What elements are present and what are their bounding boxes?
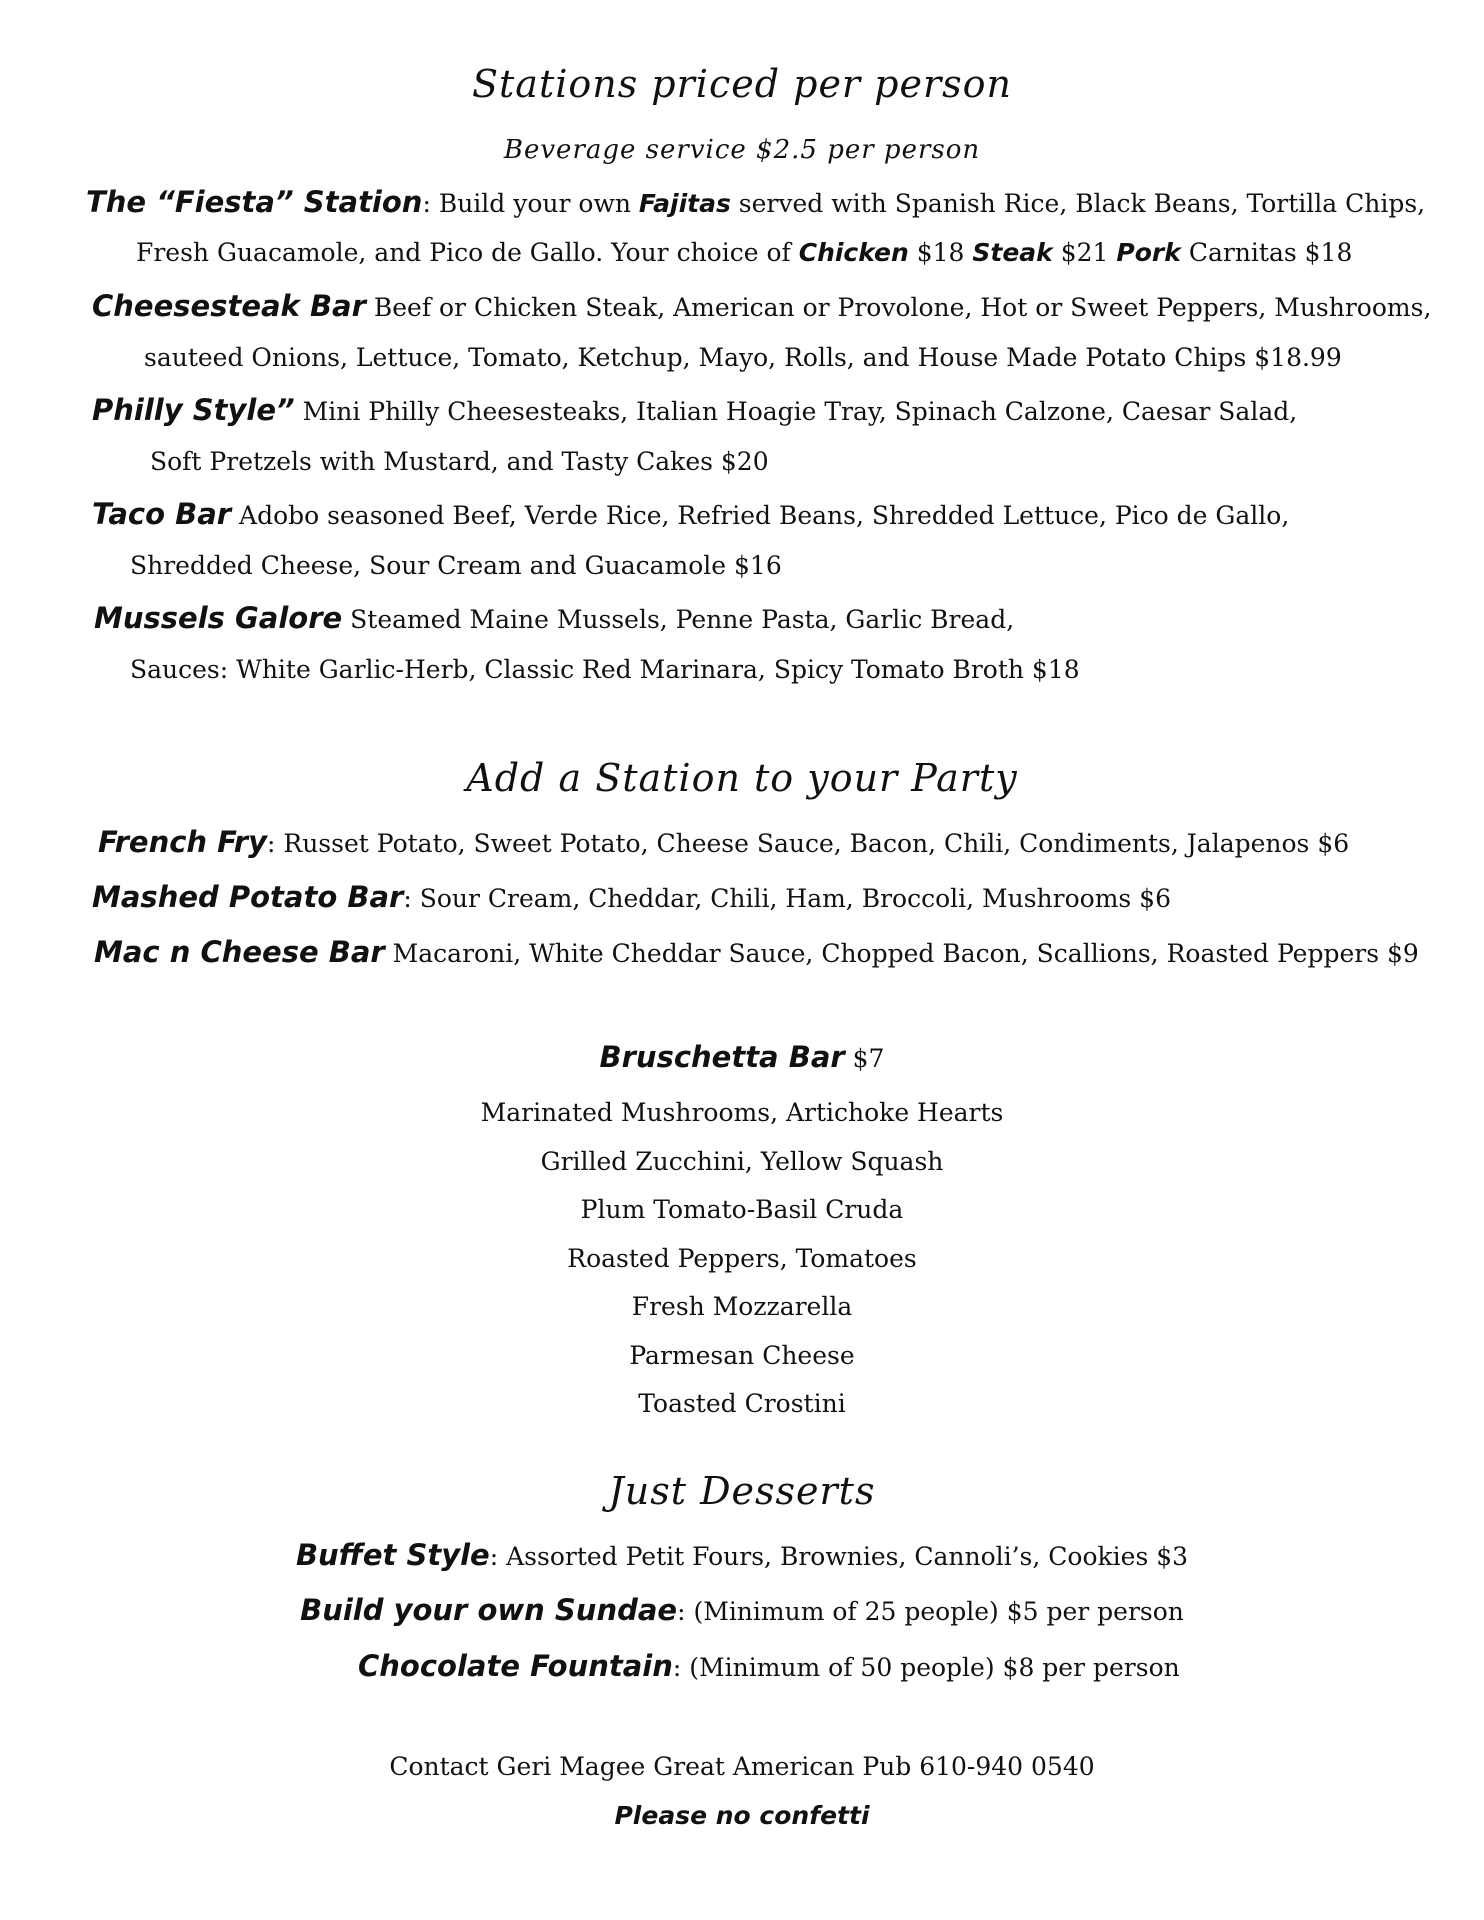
mac-cheese-text: Macaroni, White Cheddar Sauce, Chopped Bacon, Scallions, Roasted Peppers $9 xyxy=(384,939,1419,968)
sundae-line xyxy=(0,1595,1484,1627)
mussels-line1 xyxy=(94,603,1014,635)
philly-line1 xyxy=(92,395,1297,427)
pork-price: Carnitas $18 xyxy=(1180,238,1353,267)
bruschetta-heading xyxy=(0,1042,1484,1074)
bruschetta-item: Marinated Mushrooms, Artichoke Hearts xyxy=(480,1098,1004,1127)
mussels-text1: Steamed Maine Mussels, Penne Pasta, Garlic Bread, xyxy=(342,605,1015,634)
cheesesteak-line2: sauteed Onions, Lettuce, Tomato, Ketchup, Mayo, Rolls, and House Made Potato Chips $18.99 xyxy=(144,343,1342,372)
bruschetta-price: $7 xyxy=(844,1044,885,1073)
fiesta-station-name: The “Fiesta” Station xyxy=(86,185,423,219)
buffet-style-name: Buffet Style xyxy=(295,1538,490,1572)
french-fry-name: French Fry xyxy=(98,825,268,859)
philly-name: Philly Style” xyxy=(92,393,295,427)
bruschetta-item: Parmesan Cheese xyxy=(629,1341,855,1370)
taco-line2: Shredded Cheese, Sour Cream and Guacamole $16 xyxy=(130,551,782,580)
cheesesteak-text1: Beef or Chicken Steak, American or Provolone, Hot or Sweet Peppers, Mushrooms, xyxy=(365,293,1432,322)
bruschetta-item: Toasted Crostini xyxy=(638,1389,846,1418)
cheesesteak-name: Cheesesteak Bar xyxy=(92,289,366,323)
philly-line2: Soft Pretzels with Mustard, and Tasty Cakes $20 xyxy=(150,447,769,476)
chocolate-fountain-text: : (Minimum of 50 people) $8 per person xyxy=(672,1653,1180,1682)
mashed-potato-line xyxy=(92,882,1171,914)
fiesta-text1: : Build your own xyxy=(422,189,639,218)
taco-text1: Adobo seasoned Beef, Verde Rice, Refried Beans, Shredded Lettuce, Pico de Gallo, xyxy=(231,501,1290,530)
pork-label: Pork xyxy=(1116,238,1181,267)
fiesta-text2: served with Spanish Rice, Black Beans, Tortilla Chips, xyxy=(730,189,1426,218)
sundae-text: : (Minimum of 25 people) $5 per person xyxy=(677,1597,1184,1626)
stations-heading: Stations priced per person xyxy=(471,62,1013,106)
mashed-potato-text: : Sour Cream, Cheddar, Chili, Ham, Broccoli, Mushrooms $6 xyxy=(403,884,1171,913)
taco-line1 xyxy=(92,499,1289,531)
mac-cheese-name: Mac n Cheese Bar xyxy=(94,935,385,969)
french-fry-line xyxy=(98,827,1349,859)
mussels-name: Mussels Galore xyxy=(94,601,343,635)
bruschetta-item: Roasted Peppers, Tomatoes xyxy=(567,1244,917,1273)
fajitas-label: Fajitas xyxy=(638,189,731,218)
steak-price: $21 xyxy=(1052,238,1117,267)
chicken-price: $18 xyxy=(908,238,973,267)
bruschetta-item: Plum Tomato-Basil Cruda xyxy=(580,1195,904,1224)
buffet-style-text: : Assorted Petit Fours, Brownies, Cannoli’s, Cookies $3 xyxy=(489,1542,1189,1571)
philly-text1: Mini Philly Cheesesteaks, Italian Hoagie Tray, Spinach Calzone, Caesar Salad, xyxy=(294,397,1298,426)
buffet-style-line xyxy=(0,1540,1484,1572)
contact-line: Contact Geri Magee Great American Pub 610-940 0540 xyxy=(389,1752,1095,1781)
chocolate-fountain-line xyxy=(358,1651,1180,1683)
mac-cheese-line xyxy=(94,937,1419,969)
fiesta-station-line1 xyxy=(86,187,1425,219)
cheesesteak-line1 xyxy=(92,291,1431,323)
chicken-label: Chicken xyxy=(798,238,909,267)
desserts-heading: Just Desserts xyxy=(608,1469,876,1513)
steak-label: Steak xyxy=(972,238,1053,267)
mashed-potato-name: Mashed Potato Bar xyxy=(92,880,404,914)
french-fry-text: : Russet Potato, Sweet Potato, Cheese Sauce, Bacon, Chili, Condiments, Jalapenos $6 xyxy=(267,829,1350,858)
bruschetta-item: Grilled Zucchini, Yellow Squash xyxy=(540,1147,944,1176)
confetti-note: Please no confetti xyxy=(614,1801,870,1830)
bruschetta-name: Bruschetta Bar xyxy=(599,1040,845,1074)
add-station-heading: Add a Station to your Party xyxy=(466,756,1018,800)
beverage-note: Beverage service $2.5 per person xyxy=(503,135,981,165)
bruschetta-item: Fresh Mozzarella xyxy=(631,1292,853,1321)
fiesta-station-line2 xyxy=(136,238,1352,268)
sundae-name: Build your own Sundae xyxy=(300,1593,678,1627)
fiesta-text3: Fresh Guacamole, and Pico de Gallo. Your choice of xyxy=(136,238,799,267)
taco-name: Taco Bar xyxy=(92,497,232,531)
mussels-line2: Sauces: White Garlic-Herb, Classic Red Marinara, Spicy Tomato Broth $18 xyxy=(130,655,1080,684)
chocolate-fountain-name: Chocolate Fountain xyxy=(358,1649,673,1683)
